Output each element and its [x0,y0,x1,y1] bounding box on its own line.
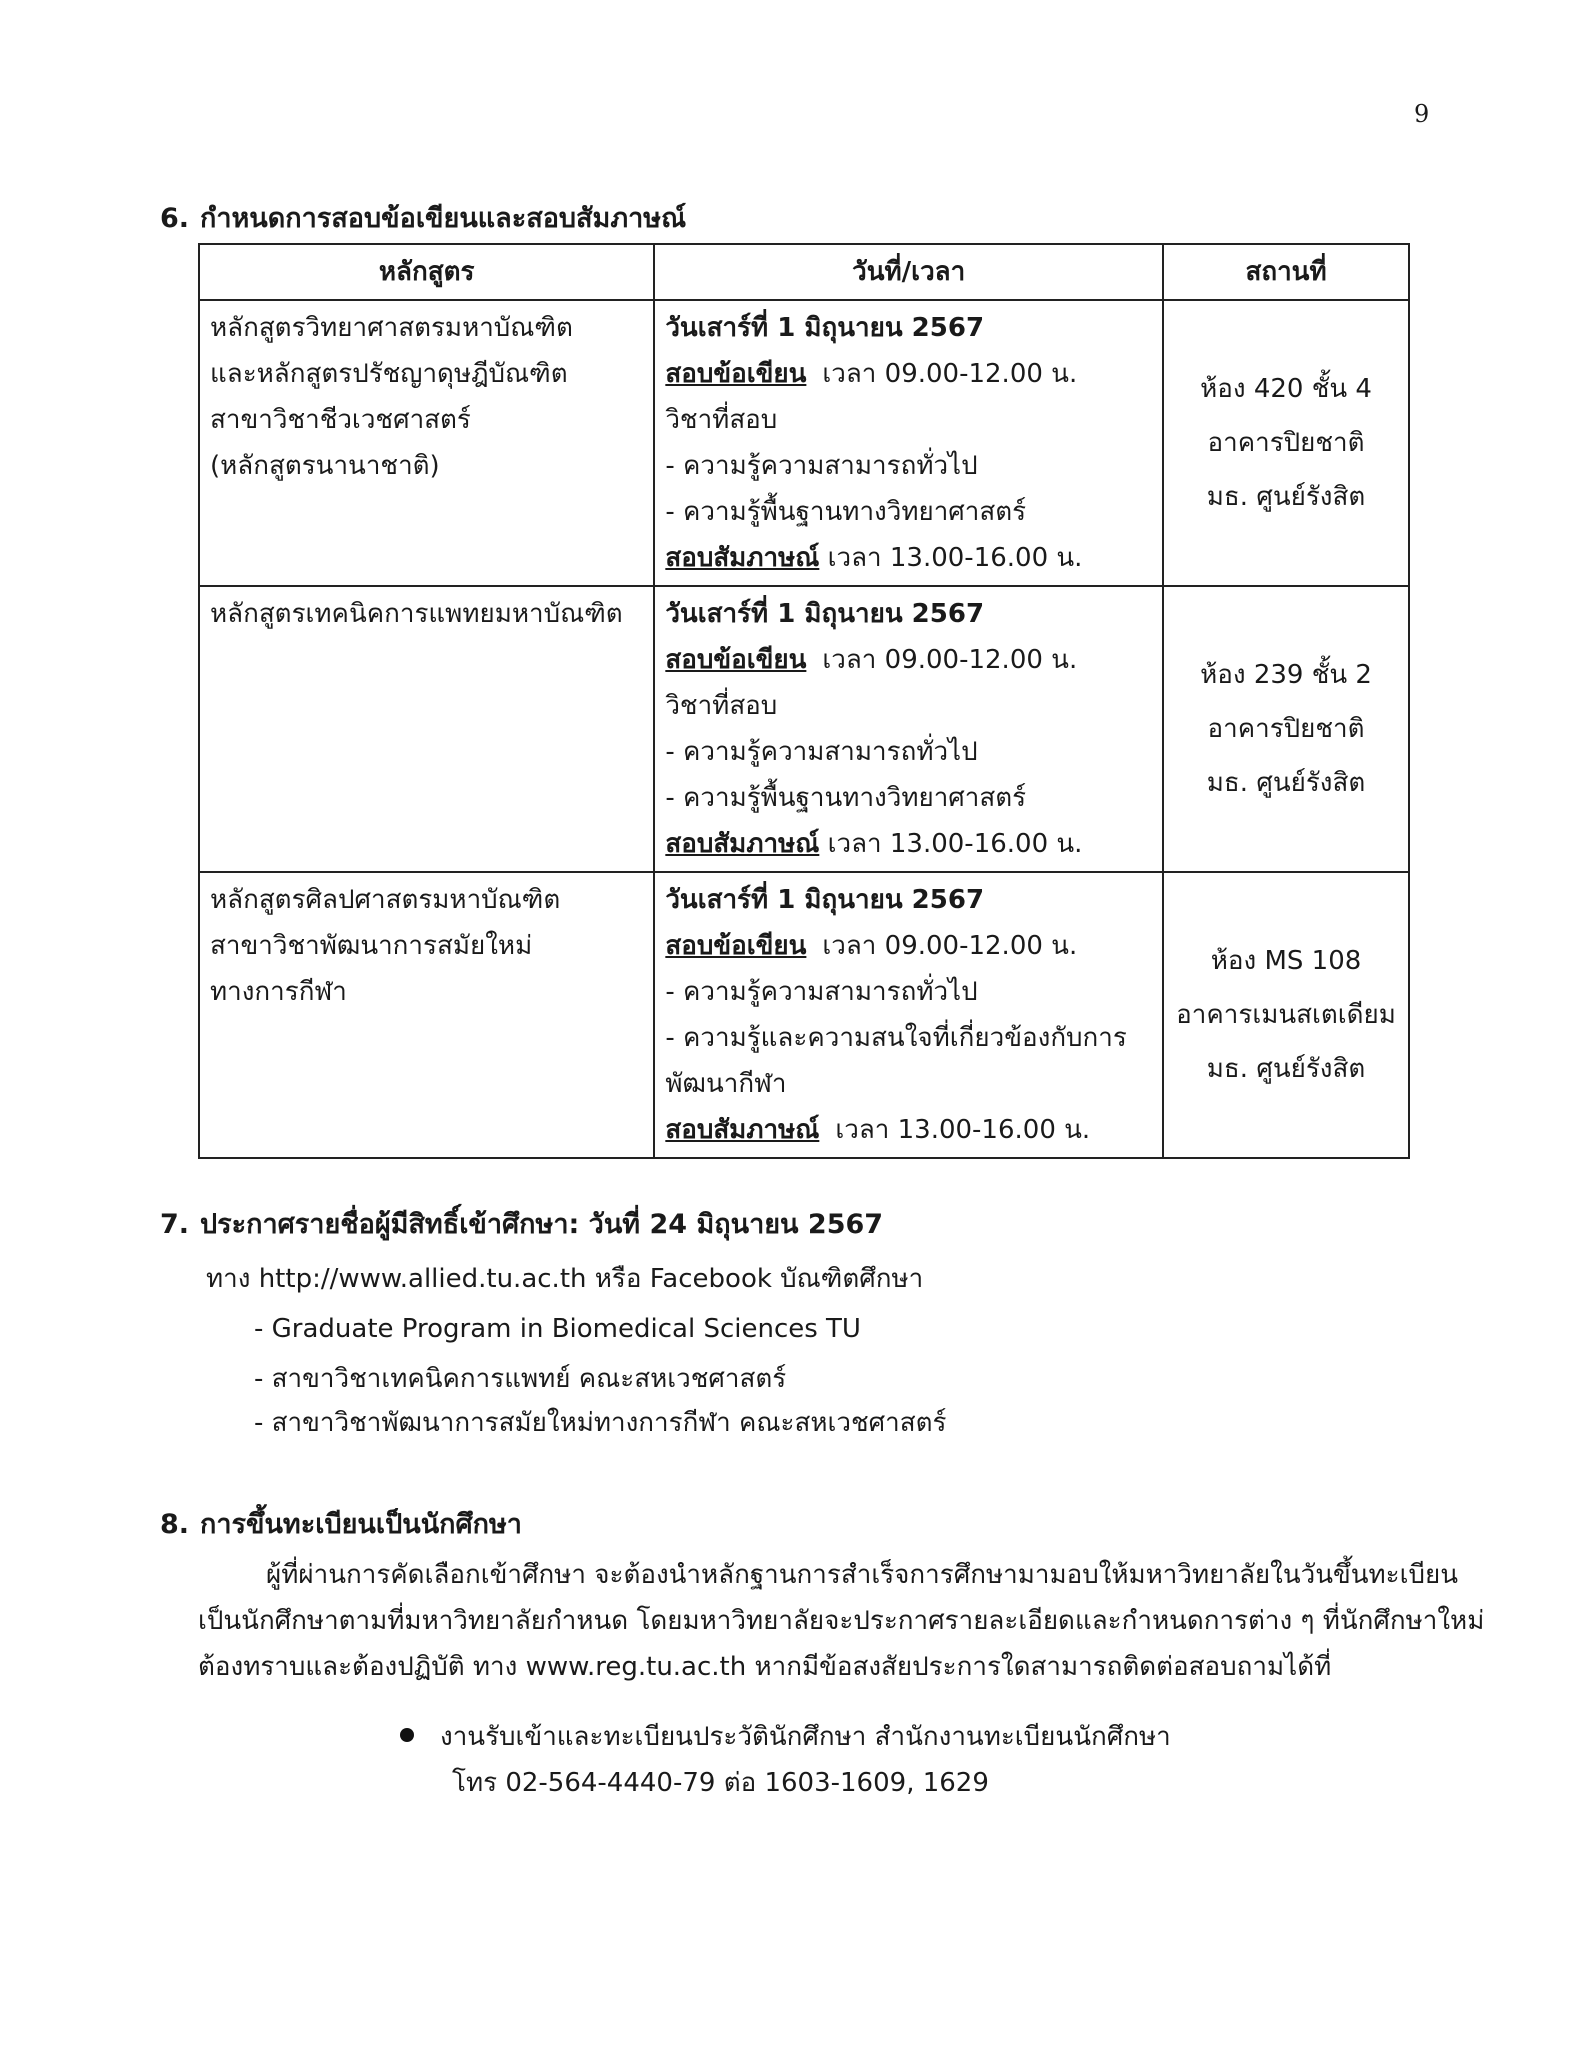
interview-label: สอบสัมภาษณ์ [665,543,820,573]
interview-line [665,821,1152,867]
header-location: สถานที่ [1163,244,1409,300]
subject-item: - ความรู้ความสามารถทั่วไป [665,977,978,1007]
program-line: หลักสูตรศิลปศาสตรมหาบัณฑิต [210,885,561,915]
subject-item: - ความรู้พื้นฐานทางวิทยาศาสตร์ [665,783,1027,813]
program-line: หลักสูตรเทคนิคการแพทยมหาบัณฑิต [210,599,623,629]
interview-label: สอบสัมภาษณ์ [665,829,820,859]
contact-office: งานรับเข้าและทะเบียนประวัตินักศึกษา สำนักงานทะเบียนนักศึกษา [440,1722,1171,1752]
exam-date: วันเสาร์ที่ 1 มิถุนายน 2567 [665,885,985,915]
program-line: สาขาวิชาชีวเวชศาสตร์ [210,405,471,435]
section-8-heading [160,1502,522,1545]
written-exam-time: เวลา 09.00-12.00 น. [822,931,1078,961]
program-line: ทางการกีฬา [210,977,347,1007]
written-exam-time: เวลา 09.00-12.00 น. [822,645,1078,675]
subject-item: - ความรู้พื้นฐานทางวิทยาศาสตร์ [665,497,1027,527]
table-row [199,586,1409,872]
subject-item: - ความรู้ความสามารถทั่วไป [665,451,978,481]
program-cell [199,300,654,586]
announcement-channel: ทาง http://www.allied.tu.ac.th หรือ Facebook บัณฑิตศึกษา [206,1264,924,1294]
interview-time: เวลา 13.00-16.00 น. [827,543,1083,573]
interview-line [665,1107,1152,1153]
announcement-item: - สาขาวิชาเทคนิคการแพทย์ คณะสหเวชศาสตร์ [254,1364,787,1394]
written-exam-line [665,923,1152,969]
location-cell [1163,300,1409,586]
written-exam-label: สอบข้อเขียน [665,359,807,389]
location-line: ห้อง 420 ชั้น 4 [1200,374,1372,404]
section-8-number: 8. [160,1509,190,1540]
written-exam-line [665,351,1152,397]
date-time-cell [654,300,1163,586]
program-line: หลักสูตรวิทยาศาสตรมหาบัณฑิต [210,313,573,343]
paragraph-line: ผู้ที่ผ่านการคัดเลือกเข้าศึกษา จะต้องนำหลักฐานการสำเร็จการศึกษามามอบให้มหาวิทยาลัยในวันขึ้นทะเบียน [266,1560,1459,1590]
program-cell [199,872,654,1158]
location-line: มธ. ศูนย์รังสิต [1206,1054,1366,1084]
written-exam-line [665,637,1152,683]
header-date-time: วันที่/เวลา [654,244,1163,300]
section-8-title: การขึ้นทะเบียนเป็นนักศึกษา [200,1509,522,1540]
date-time-cell [654,586,1163,872]
interview-label: สอบสัมภาษณ์ [665,1115,820,1145]
exam-date: วันเสาร์ที่ 1 มิถุนายน 2567 [665,313,985,343]
paragraph-line: ต้องทราบและต้องปฏิบัติ ทาง www.reg.tu.ac.th หากมีข้อสงสัยประการใดสามารถติดต่อสอบถามได้ที่ [198,1652,1332,1682]
section-6-heading [160,196,686,239]
location-line: อาคารปิยชาติ [1207,428,1365,458]
exam-date: วันเสาร์ที่ 1 มิถุนายน 2567 [665,599,985,629]
page-number: 9 [1414,100,1430,128]
table-row [199,872,1409,1158]
subject-item: - ความรู้ความสามารถทั่วไป [665,737,978,767]
program-line: สาขาวิชาพัฒนาการสมัยใหม่ [210,931,533,961]
section-7-title: ประกาศรายชื่อผู้มีสิทธิ์เข้าศึกษา: วันที่ 24 มิถุนายน 2567 [200,1209,884,1240]
subject-item-continued: พัฒนากีฬา [665,1069,787,1099]
table-header-row [199,244,1409,300]
subjects-label: วิชาที่สอบ [665,405,778,435]
location-line: อาคารปิยชาติ [1207,714,1365,744]
section-6-title: กำหนดการสอบข้อเขียนและสอบสัมภาษณ์ [200,203,687,234]
interview-time: เวลา 13.00-16.00 น. [835,1115,1091,1145]
paragraph-line: เป็นนักศึกษาตามที่มหาวิทยาลัยกำหนด โดยมหาวิทยาลัยจะประกาศรายละเอียดและกำหนดการต่าง ๆ ที่นักศึกษาใหม่ [198,1606,1485,1636]
location-line: มธ. ศูนย์รังสิต [1206,482,1366,512]
announcement-item: - Graduate Program in Biomedical Sciences TU [254,1314,861,1344]
written-exam-label: สอบข้อเขียน [665,931,807,961]
header-program: หลักสูตร [199,244,654,300]
bullet-icon [400,1728,414,1742]
location-cell [1163,586,1409,872]
interview-line [665,535,1152,581]
location-line: ห้อง MS 108 [1210,946,1362,976]
written-exam-time: เวลา 09.00-12.00 น. [822,359,1078,389]
subjects-label: วิชาที่สอบ [665,691,778,721]
location-line: มธ. ศูนย์รังสิต [1206,768,1366,798]
location-line: ห้อง 239 ชั้น 2 [1200,660,1372,690]
written-exam-label: สอบข้อเขียน [665,645,807,675]
contact-phone: โทร 02-564-4440-79 ต่อ 1603-1609, 1629 [452,1768,989,1798]
announcement-item: - สาขาวิชาพัฒนาการสมัยใหม่ทางการกีฬา คณะสหเวชศาสตร์ [254,1408,947,1438]
section-7-number: 7. [160,1209,190,1240]
program-line: และหลักสูตรปรัชญาดุษฎีบัณฑิต [210,359,568,389]
exam-schedule-table [198,243,1410,1159]
section-6-number: 6. [160,203,190,234]
date-time-cell [654,872,1163,1158]
interview-time: เวลา 13.00-16.00 น. [827,829,1083,859]
registration-paragraph [198,1552,1485,1690]
program-line: (หลักสูตรนานาชาติ) [210,451,440,481]
program-cell [199,586,654,872]
table-row [199,300,1409,586]
subject-item: - ความรู้และความสนใจที่เกี่ยวข้องกับการ [665,1023,1127,1053]
location-cell [1163,872,1409,1158]
section-7-heading [160,1202,883,1245]
location-line: อาคารเมนสเตเดียม [1176,1000,1396,1030]
